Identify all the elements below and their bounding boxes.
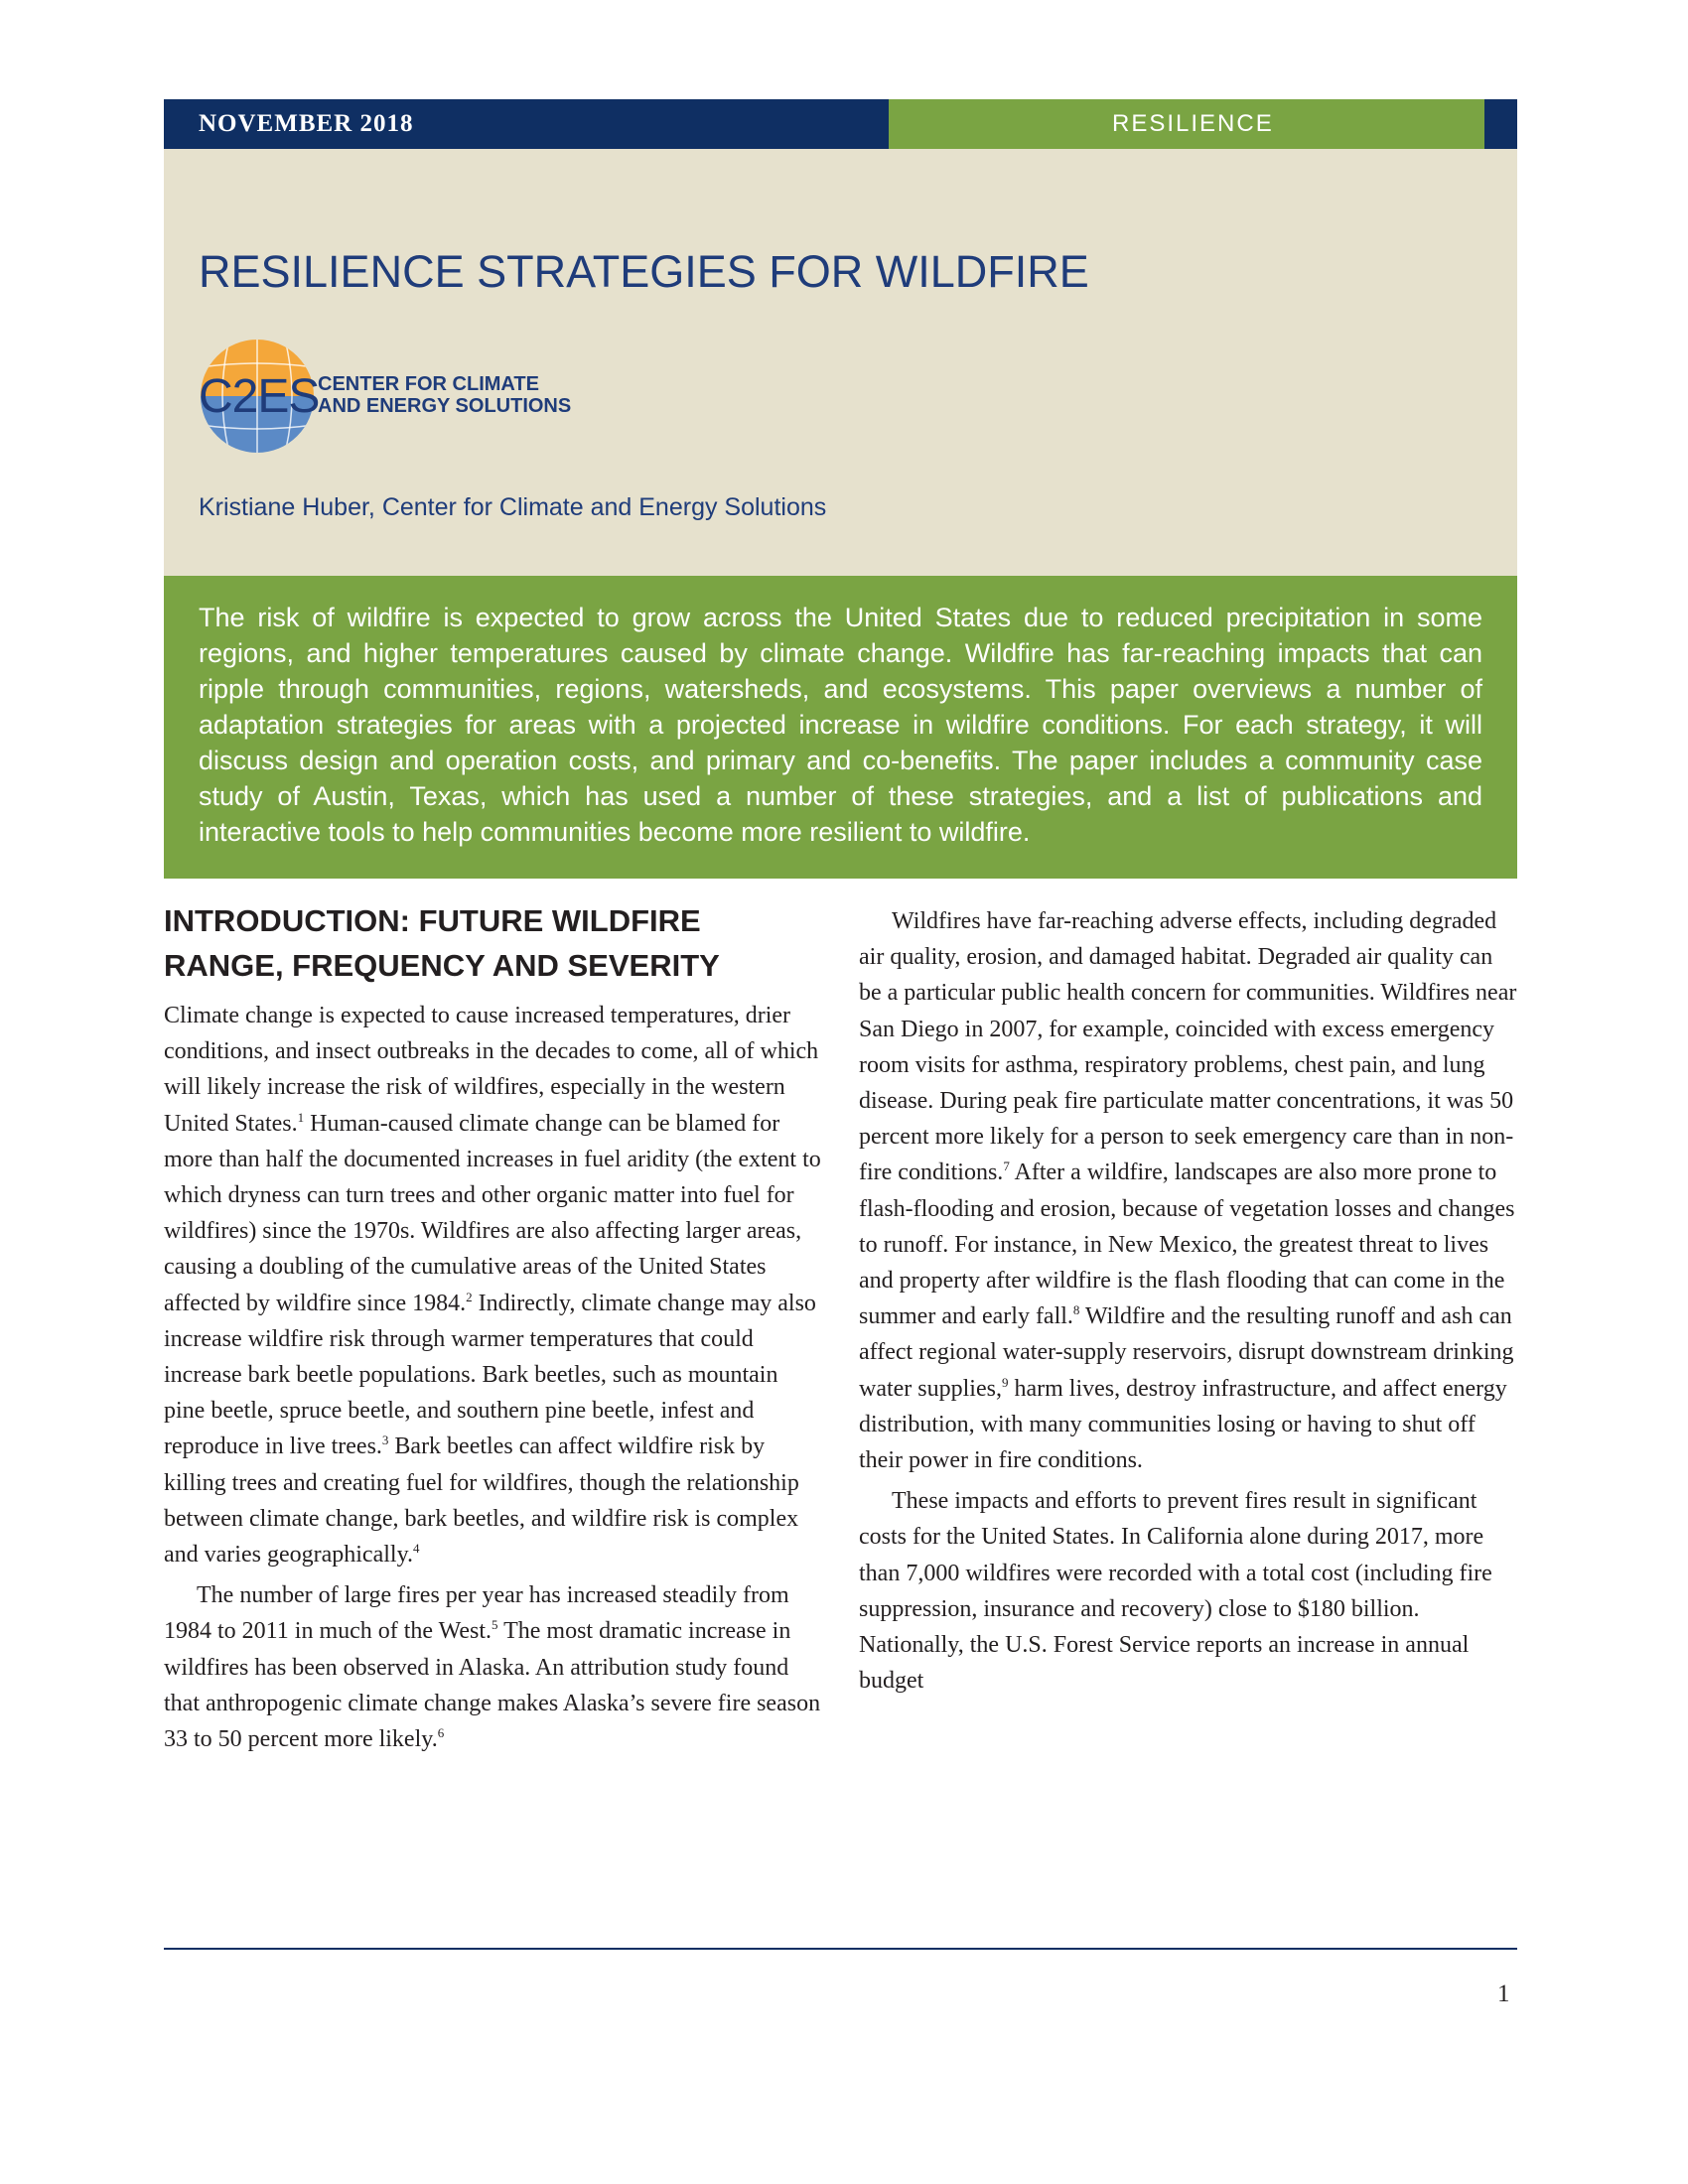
paragraph-4: These impacts and efforts to prevent fires result in significant costs for the United States. In California alone during 2017, more than 7,000 wildfires were recorded with a total cost (including fire suppression, insurance and recovery) close to $180 billion. Nationally, the U.S. Forest Service reports an increase in annual budget: [859, 1488, 1492, 1695]
footnote-ref: 5: [492, 1617, 498, 1633]
header-panel: [164, 149, 1517, 576]
paragraph-2: [164, 1577, 824, 1757]
footnote-ref: 6: [437, 1725, 445, 1741]
footnote-ref: 8: [1072, 1302, 1080, 1318]
summary-box: [164, 576, 1517, 879]
footnote-ref: 2: [466, 1289, 473, 1304]
issue-date: NOVEMBER 2018: [164, 99, 889, 149]
logo-organization-name: [318, 373, 571, 417]
text-run: The most dramatic increase in wildfires has been observed in Alaska. An attribution study found that anthropogenic climate change makes Alaska’s severe fire season 33 to 50 percent more likely.: [164, 1618, 821, 1753]
text-run: Bark beetles can affect wildfire risk by killing trees and creating fuel for wildfires, though the relationship between climate change, bark beetles, and wildfire risk is complex and varies geographically.: [164, 1433, 799, 1569]
page-number: 1: [1497, 1980, 1510, 2007]
footnote-ref: 7: [1003, 1159, 1010, 1174]
text-run: Human-caused climate change can be blamed for more than half the documented increases in fuel aridity (the extent to which dryness can turn trees and other organic matter into fuel for wildfires) since the 1970s. Wildfires are also affecting larger areas, causing a doubling of the cumulative areas of the United States affected by wildfire since 1984.: [164, 1110, 821, 1316]
footnote-ref: 3: [381, 1433, 389, 1448]
text-run: After a wildfire, landscapes are also more prone to flash-flooding and erosion, because of vegetation losses and changes to runoff. For instance, in New Mexico, the greatest threat to lives and property after wildfire is the flash flooding that can come in the summer and early fall.: [859, 1160, 1515, 1330]
logo-wordmark: C2ES: [199, 370, 320, 423]
text-run: Climate change is expected to cause increased temperatures, drier conditions, and insect outbreaks in the decades to come, all of which will likely increase the risk of wildfires, especially in the western United States.: [164, 1003, 819, 1137]
footnote-ref: 1: [297, 1109, 305, 1125]
footnote-ref: 4: [413, 1541, 420, 1557]
text-run: Wildfire and the resulting runoff and ash can affect regional water-supply reservoirs, disrupt downstream drinking water supplies,: [859, 1303, 1514, 1402]
section-heading: [164, 898, 824, 988]
paragraph-3: [859, 903, 1519, 1478]
text-run: Wildfires have far-reaching adverse effects, including degraded air quality, erosion, and damaged habitat. Degraded air quality can be a particular public health concern for communities. Wildfires near San Diego in 2007, for example, coincided with excess emergency room visits for asthma, respiratory problems, chest pain, and lung disease. During peak fire particulate matter concentrations, it was 50 percent more likely for a person to seek emergency care than in non-fire conditions.: [859, 908, 1517, 1186]
category-label: RESILIENCE: [889, 99, 1484, 149]
text-run: The number of large fires per year has increased steadily from 1984 to 2011 in much of the West.: [164, 1582, 789, 1645]
summary-text: The risk of wildfire is expected to grow across the United States due to reduced precipitation in some regions, and higher temperatures caused by climate change. Wildfire has far-reaching impacts that can ripple through communities, regions, watersheds, and ecosystems. This paper overviews a number of adaptation strategies for areas with a projected increase in wildfire conditions. For each strategy, it will discuss design and operation costs, and primary and co-benefits. The paper includes a community case study of Austin, Texas, which has used a number of these strategies, and a list of publications and interactive tools to help communities become more resilient to wildfire.: [199, 603, 1482, 847]
document-title: RESILIENCE STRATEGIES FOR WILDFIRE: [199, 246, 1089, 297]
logo-org-line-2: AND ENERGY SOLUTIONS: [318, 395, 572, 417]
text-run: Indirectly, climate change may also increase wildfire risk through warmer temperatures that could increase bark beetle populations. Bark beetles, such as mountain pine beetle, spruce beetle, and southern pine beetle, infest and reproduce in live trees.: [164, 1290, 816, 1460]
author-line: Kristiane Huber, Center for Climate and Energy Solutions: [199, 493, 827, 521]
text-run: harm lives, destroy infrastructure, and affect energy distribution, with many communities losing or having to shut off their power in fire conditions.: [859, 1375, 1507, 1474]
footnote-ref: 9: [1001, 1374, 1009, 1390]
c2es-logo: [199, 338, 616, 457]
top-banner: [164, 99, 1517, 149]
footer-rule: [164, 1948, 1517, 1950]
right-column: [859, 898, 1519, 1699]
paragraph-1: [164, 998, 824, 1572]
left-column: [164, 898, 824, 1757]
logo-org-line-1: CENTER FOR CLIMATE: [318, 373, 539, 395]
banner-end-block: [1484, 99, 1517, 149]
section-heading-line-2: RANGE, FREQUENCY AND SEVERITY: [164, 948, 720, 983]
section-heading-line-1: INTRODUCTION: FUTURE WILDFIRE: [164, 903, 701, 938]
